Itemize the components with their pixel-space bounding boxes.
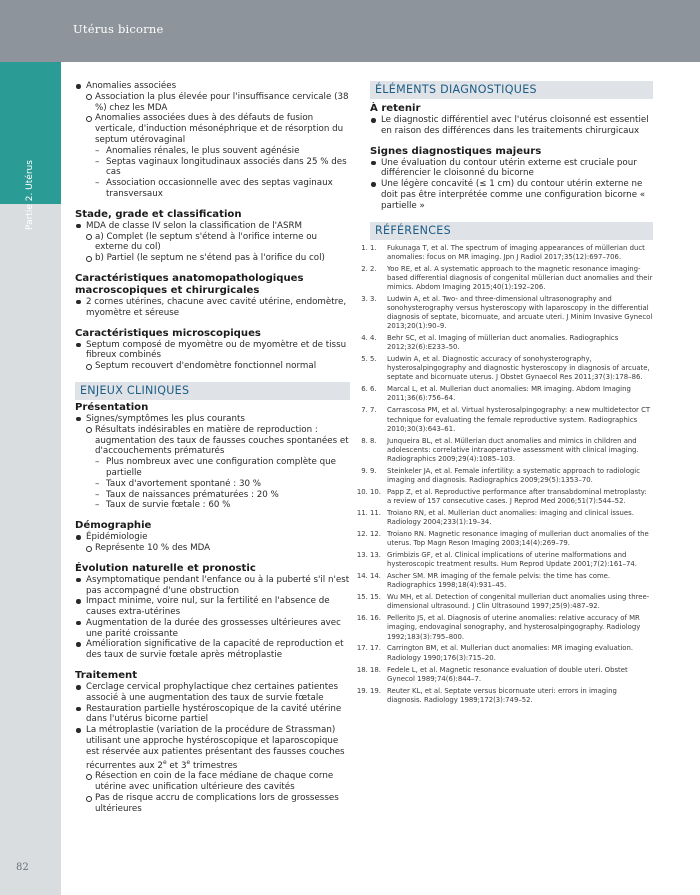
- list-item: 2 cornes utérines, chacune avec cavité utérine, endomètre, myomètre et séreuse: [75, 297, 350, 319]
- micro-heading: Caractéristiques microscopiques: [75, 327, 261, 339]
- reference-item: [370, 488, 653, 506]
- running-header-title: Utérus bicorne: [73, 22, 164, 36]
- evolution-heading: Évolution naturelle et pronostic: [75, 562, 256, 574]
- header-bar: [0, 0, 700, 62]
- reference-number: 1. 1.: [370, 243, 377, 252]
- reference-text: Yoo RE, et al. A systematic approach to the magnetic resonance imaging-based differential diagnosis of congenital müllerian duct anomalies and their mimics. Abdom Imaging 2015;40(1):192–206.: [387, 264, 653, 291]
- reference-item: [370, 551, 653, 569]
- list-item: Le diagnostic différentiel avec l'utérus cloisonné est essentiel en raison des différences dans les traitements chirurgicaux: [370, 115, 653, 137]
- list-item: Une légère concavité (≤ 1 cm) du contour utérin externe ne doit pas être interprétée comme une configuration bicorne « partielle »: [370, 179, 653, 211]
- reference-number: 16. 16.: [370, 614, 381, 623]
- list-item: a) Complet (le septum s'étend à l'orifice interne ou externe du col): [86, 232, 350, 254]
- reference-number: 3. 3.: [370, 294, 377, 303]
- traitement-heading: Traitement: [75, 670, 138, 682]
- presentation-heading: Présentation: [75, 401, 149, 413]
- reference-text: Troiano RN, et al. Mullerian duct anomalies: imaging and clinical issues. Radiology 2004;233(1):19–34.: [387, 508, 634, 527]
- reference-number: 10. 10.: [370, 487, 381, 496]
- list-item: Association la plus élevée pour l'insuffisance cervicale (38 %) chez les MDA: [86, 92, 350, 114]
- stade-heading: Stade, grade et classification: [75, 208, 242, 220]
- list-item: – Taux de survie fœtale : 60 %: [95, 500, 350, 511]
- reference-number: 18. 18.: [370, 665, 381, 674]
- list-item: La métroplastie (variation de la procédure de Strassman) utilisant une approche hystéroscopique et laparoscopique est réservée aux patientes présentant des fausses couches récurrentes aux 2e et 3e trimestres Résection en coin de la face médiane de chaque corne utérine avec unification ultérieure des cavités Pas de risque accru de complications lors de grossesses ultérieures: [75, 725, 350, 814]
- reference-item: [370, 666, 653, 684]
- list-item: Asymptomatique pendant l'enfance ou à la puberté s'il n'est pas accompagné d'une obstruction: [75, 575, 350, 597]
- reference-number: 12. 12.: [370, 530, 381, 538]
- reference-number: 17. 17.: [370, 644, 381, 653]
- reference-item: [370, 614, 653, 641]
- reference-item: [370, 406, 653, 433]
- list-item: Amélioration significative de la capacité de reproduction et des taux de survie fœtale après métroplastie: [75, 639, 350, 661]
- list-item: Anomalies associées dues à des défauts de fusion verticale, d'induction mésonéphrique et de résorption du septum utérovaginal – Anomalies rénales, le plus souvent agénésie – Septas vaginaux longitudinaux associés dans 25 % des cas – Association occasionnelle avec des septas vaginaux transversaux: [86, 113, 350, 199]
- reference-item: [370, 437, 653, 464]
- anomalies-list: [75, 81, 350, 200]
- reference-text: Ascher SM. MR imaging of the female pelvis: the time has come. Radiographics 1998;18(4):931–45.: [387, 572, 611, 590]
- reference-number: 11. 11.: [370, 508, 381, 517]
- reference-number: 15. 15.: [370, 593, 381, 602]
- reference-item: [370, 244, 653, 262]
- reference-number: 19. 19.: [370, 686, 381, 695]
- reference-text: Carrington BM, et al. Mullerian duct anomalies: MR imaging evaluation. Radiology 1990;176(3):715–20.: [387, 644, 634, 662]
- list-item: – Anomalies rénales, le plus souvent agénésie: [95, 146, 350, 157]
- reference-text: Fukunaga T, et al. The spectrum of imaging appearances of müllerian duct anomalies: focus on MR imaging. Jpn J Radiol 2017;35(12):697–706.: [387, 243, 645, 261]
- reference-text: Pellerito JS, et al. Diagnosis of uterine anomalies: relative accuracy of MR imaging, endovaginal sonography, and hysterosalpingography. Radiology 1992;183(3):795–800.: [387, 614, 641, 641]
- reference-number: 8. 8.: [370, 436, 377, 445]
- reference-text: Fedele L, et al. Magnetic resonance evaluation of double uteri. Obstet Gynecol 1989;74(6):844–7.: [387, 665, 628, 683]
- reference-text: Steinkeler JA, et al. Female infertility: a systematic approach to radiologic imaging and diagnosis. Radiographics 2009;29(5):1353–70.: [387, 466, 640, 484]
- references-heading: RÉFÉRENCES: [370, 222, 653, 240]
- reference-text: Grimbizis GF, et al. Clinical implications of uterine malformations and hysteroscopic treatment results. Hum Reprod Update 2001;7(2):161–74.: [387, 551, 637, 569]
- references-list: [370, 244, 653, 705]
- macro-heading: Caractéristiques anatomopathologiques macroscopiques et chirurgicales: [75, 272, 304, 296]
- list-item: Septum recouvert d'endomètre fonctionnel normal: [86, 361, 350, 372]
- page-number: 82: [16, 862, 29, 873]
- reference-item: [370, 593, 653, 611]
- reference-number: 14. 14.: [370, 572, 381, 581]
- signes-heading: Signes diagnostiques majeurs: [370, 145, 542, 157]
- list-item: Résultats indésirables en matière de reproduction : augmentation des taux de fausses couches spontanées et d'accouchements prématurés – Plus nombreux avec une configuration complète que partielle – Taux d'avortement spontané : 30 % – Taux de naissances prématurées : 20 % – Taux de survie fœtale : 60 %: [86, 425, 350, 511]
- reference-item: [370, 355, 653, 382]
- list-item: Représente 10 % des MDA: [86, 543, 350, 554]
- list-item: Anomalies associées Association la plus élevée pour l'insuffisance cervicale (38 %) chez les MDA Anomalies associées dues à des défauts de fusion verticale, d'induction mésonéphrique et de résorption du septum utérovaginal – Anomalies rénales, le plus souvent agénésie – Septas vaginaux longitudinaux associés dans 25 % des cas – Association occasionnelle avec des septas vaginaux transversaux: [75, 81, 350, 200]
- section-tab-label: Partie 2. Utérus: [25, 160, 35, 230]
- list-item: Pas de risque accru de complications lors de grossesses ultérieures: [86, 793, 350, 815]
- reference-item: [370, 265, 653, 292]
- reference-item: [370, 385, 653, 403]
- reference-item: [370, 334, 653, 352]
- reference-number: 9. 9.: [370, 466, 377, 475]
- list-item: b) Partiel (le septum ne s'étend pas à l'orifice du col): [86, 253, 350, 264]
- demographie-heading: Démographie: [75, 520, 152, 532]
- list-item: Impact minime, voire nul, sur la fertilité en l'absence de causes extra-utérines: [75, 596, 350, 618]
- reference-text: Carrascosa PM, et al. Virtual hysterosalpingography: a new multidetector CT technique for evaluating the female reproductive system. Radiographics 2010;30(3):643–61.: [387, 406, 651, 433]
- reference-text: Wu MH, et al. Detection of congenital mullerian duct anomalies using three-dimensional ultrasound. J Clin Ultrasound 1997;25(9):487–92.: [387, 593, 650, 611]
- list-item: Augmentation de la durée des grossesses ultérieures avec une parité croissante: [75, 618, 350, 640]
- reference-number: 7. 7.: [370, 406, 377, 415]
- reference-item: [370, 530, 653, 548]
- right-column: [370, 81, 653, 708]
- list-item: – Plus nombreux avec une configuration complète que partielle: [95, 457, 350, 479]
- reference-text: Troiano RN. Magnetic resonance imaging of mullerian duct anomalies of the uterus. Top Magn Reson Imaging 2003;14(4):269–79.: [387, 530, 649, 548]
- reference-item: [370, 295, 653, 331]
- reference-text: Ludwin A, et al. Diagnostic accuracy of sonohysterography, hysterosalpingography and diagnostic hysteroscopy in diagnosis of arcuate, septate and bicornuate uterus. J Obstet Gynaecol Res 2011;37(3):178–86.: [387, 355, 650, 382]
- reference-number: 6. 6.: [370, 385, 377, 394]
- reference-item: [370, 572, 653, 590]
- list-item: – Association occasionnelle avec des septas vaginaux transversaux: [95, 178, 350, 200]
- reference-number: 4. 4.: [370, 334, 377, 343]
- reference-text: Ludwin A, et al. Two- and three-dimensional ultrasonography and sonohysterography versus hysteroscopy with laparoscopy in the differential diagnosis of septate, bicornuate, and arcuate uteri. J Minim Invasive Gynecol 2013;20(1):90–9.: [387, 294, 653, 331]
- reference-number: 2. 2.: [370, 264, 377, 273]
- reference-number: 5. 5.: [370, 355, 377, 364]
- reference-text: Papp Z, et al. Reproductive performance after transabdominal metroplasty: a review of 157 consecutive cases. J Reprod Med 2006;51(7):544–52.: [387, 487, 647, 505]
- reference-item: [370, 644, 653, 662]
- reference-text: Behr SC, et al. Imaging of müllerian duct anomalies. Radiographics 2012;32(6):E233–50.: [387, 334, 619, 352]
- list-item: Septum composé de myomètre ou de myomètre et de tissu fibreux combinés Septum recouvert d'endomètre fonctionnel normal: [75, 340, 350, 372]
- list-item: Résection en coin de la face médiane de chaque corne utérine avec unification ultérieure des cavités: [86, 771, 350, 793]
- reference-text: Junqueira BL, et al. Müllerian duct anomalies and mimics in children and adolescents: correlative intraoperative assessment with clinical imaging. Radiographics 2009;29(4):1085–103.: [387, 436, 639, 463]
- list-item: – Taux d'avortement spontané : 30 %: [95, 479, 350, 490]
- list-item: – Taux de naissances prématurées : 20 %: [95, 490, 350, 501]
- reference-number: 13. 13.: [370, 551, 381, 560]
- reference-item: [370, 687, 653, 705]
- list-item: Épidémiologie Représente 10 % des MDA: [75, 532, 350, 554]
- list-item: Restauration partielle hystéroscopique de la cavité utérine dans l'utérus bicorne partiel: [75, 704, 350, 726]
- section-tab: [0, 62, 61, 230]
- reference-text: Marcal L, et al. Mullerian duct anomalies: MR imaging. Abdom Imaging 2011;36(6):756–64.: [387, 385, 631, 403]
- left-column: [75, 81, 350, 815]
- list-item: Une évaluation du contour utérin externe est cruciale pour différencier le cloisonné du bicorne: [370, 158, 653, 180]
- reference-item: [370, 509, 653, 527]
- reference-text: Reuter KL, et al. Septate versus bicornuate uteri: errors in imaging diagnosis. Radiology 1989;172(3):749–52.: [387, 686, 617, 704]
- list-item: Signes/symptômes les plus courants Résultats indésirables en matière de reproduction : augmentation des taux de fausses couches spontanées et d'accouchements prématurés – Plus nombreux avec une configuration complète que partielle – Taux d'avortement spontané : 30 % – Taux de naissances prématurées : 20 % – Taux de survie fœtale : 60 %: [75, 414, 350, 511]
- list-item: Cerclage cervical prophylactique chez certaines patientes associé à une augmentation des taux de survie fœtale: [75, 682, 350, 704]
- elements-diagnostiques-heading: ÉLÉMENTS DIAGNOSTIQUES: [370, 81, 653, 99]
- list-item: – Septas vaginaux longitudinaux associés dans 25 % des cas: [95, 157, 350, 179]
- list-item: MDA de classe IV selon la classification de l'ASRM a) Complet (le septum s'étend à l'orifice interne ou externe du col) b) Partiel (le septum ne s'étend pas à l'orifice du col): [75, 221, 350, 264]
- enjeux-cliniques-heading: ENJEUX CLINIQUES: [75, 382, 350, 400]
- a-retenir-heading: À retenir: [370, 103, 421, 114]
- reference-item: [370, 467, 653, 485]
